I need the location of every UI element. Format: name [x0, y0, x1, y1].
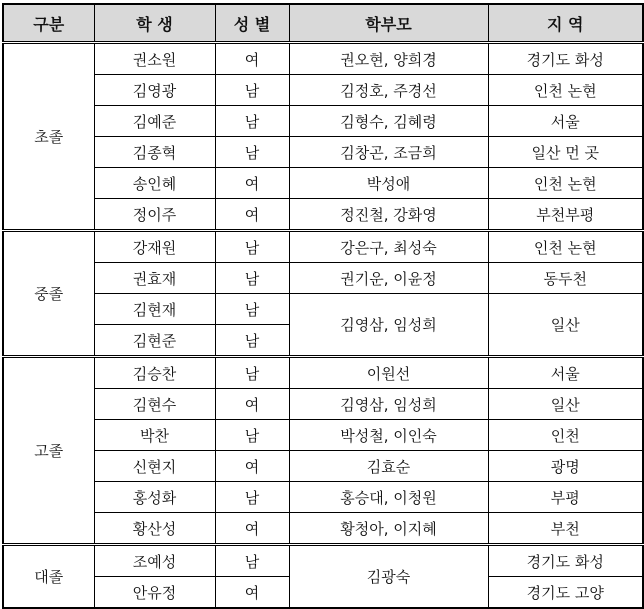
header-gender: 성 별	[215, 4, 289, 43]
student-name: 김승찬	[94, 357, 215, 389]
header-region: 지 역	[488, 4, 643, 43]
table-row	[3, 389, 643, 420]
table-row	[3, 43, 643, 75]
student-name: 권소원	[94, 43, 215, 75]
parent-names: 박성애	[289, 168, 488, 199]
parent-names: 황청아, 이지혜	[289, 513, 488, 545]
group-label: 대졸	[3, 545, 94, 609]
table-row	[3, 451, 643, 482]
parent-names: 권기운, 이윤정	[289, 263, 488, 294]
parent-names: 정진철, 강화영	[289, 199, 488, 231]
parent-names: 이원선	[289, 357, 488, 389]
parent-names: 권오현, 양희경	[289, 43, 488, 75]
student-gender: 남	[215, 420, 289, 451]
student-gender: 남	[215, 106, 289, 137]
group-label: 초졸	[3, 43, 94, 231]
region-merged: 일산	[488, 294, 643, 357]
header-name: 학 생	[94, 4, 215, 43]
student-roster-table	[2, 3, 644, 609]
student-gender: 여	[215, 389, 289, 420]
student-gender: 여	[215, 43, 289, 75]
student-gender: 남	[215, 357, 289, 389]
group-elementary	[3, 43, 643, 231]
region: 인천	[488, 420, 643, 451]
region: 인천 논현	[488, 75, 643, 106]
student-gender: 남	[215, 294, 289, 325]
student-name: 김종혁	[94, 137, 215, 168]
group-middle	[3, 231, 643, 357]
student-gender: 남	[215, 263, 289, 294]
group-high	[3, 357, 643, 545]
table-row	[3, 75, 643, 106]
region: 서울	[488, 357, 643, 389]
group-label: 중졸	[3, 231, 94, 357]
student-gender: 여	[215, 451, 289, 482]
region: 인천 논현	[488, 168, 643, 199]
student-gender: 남	[215, 325, 289, 357]
parent-names: 김영삼, 임성희	[289, 389, 488, 420]
student-gender: 남	[215, 545, 289, 577]
student-name: 안유정	[94, 577, 215, 609]
student-gender: 남	[215, 137, 289, 168]
student-name: 박찬	[94, 420, 215, 451]
table-row	[3, 231, 643, 263]
table-row	[3, 168, 643, 199]
table-row	[3, 106, 643, 137]
student-name: 신현지	[94, 451, 215, 482]
student-name: 정이주	[94, 199, 215, 231]
region: 일산 먼 곳	[488, 137, 643, 168]
region: 부천부평	[488, 199, 643, 231]
group-college	[3, 545, 643, 609]
region: 동두천	[488, 263, 643, 294]
student-gender: 여	[215, 199, 289, 231]
header-parents: 학부모	[289, 4, 488, 43]
student-name: 조예성	[94, 545, 215, 577]
student-gender: 남	[215, 75, 289, 106]
table-row	[3, 357, 643, 389]
student-gender: 여	[215, 577, 289, 609]
parent-names: 강은구, 최성숙	[289, 231, 488, 263]
header-row	[3, 4, 643, 43]
table-row	[3, 294, 643, 325]
header-group: 구분	[3, 4, 94, 43]
student-name: 김영광	[94, 75, 215, 106]
parent-names-merged: 김광숙	[289, 545, 488, 609]
table-row	[3, 420, 643, 451]
table-row	[3, 513, 643, 545]
region: 서울	[488, 106, 643, 137]
parent-names: 김효순	[289, 451, 488, 482]
table-row	[3, 482, 643, 513]
region: 부천	[488, 513, 643, 545]
student-gender: 남	[215, 231, 289, 263]
region: 부평	[488, 482, 643, 513]
region: 경기도 화성	[488, 545, 643, 577]
table-row	[3, 137, 643, 168]
table-row	[3, 545, 643, 577]
parent-names-merged: 김영삼, 임성희	[289, 294, 488, 357]
student-name: 김현재	[94, 294, 215, 325]
student-gender: 남	[215, 482, 289, 513]
region: 인천 논현	[488, 231, 643, 263]
parent-names: 김정호, 주경선	[289, 75, 488, 106]
student-name: 김현준	[94, 325, 215, 357]
region: 일산	[488, 389, 643, 420]
student-name: 김예준	[94, 106, 215, 137]
student-name: 권효재	[94, 263, 215, 294]
student-gender: 여	[215, 168, 289, 199]
region: 광명	[488, 451, 643, 482]
student-name: 강재원	[94, 231, 215, 263]
parent-names: 홍승대, 이청원	[289, 482, 488, 513]
student-gender: 여	[215, 513, 289, 545]
student-name: 황산성	[94, 513, 215, 545]
table-row	[3, 199, 643, 231]
parent-names: 김형수, 김혜령	[289, 106, 488, 137]
parent-names: 김창곤, 조금희	[289, 137, 488, 168]
region: 경기도 고양	[488, 577, 643, 609]
parent-names: 박성철, 이인숙	[289, 420, 488, 451]
student-name: 김현수	[94, 389, 215, 420]
group-label: 고졸	[3, 357, 94, 545]
student-name: 송인혜	[94, 168, 215, 199]
region: 경기도 화성	[488, 43, 643, 75]
table-row	[3, 263, 643, 294]
student-name: 홍성화	[94, 482, 215, 513]
